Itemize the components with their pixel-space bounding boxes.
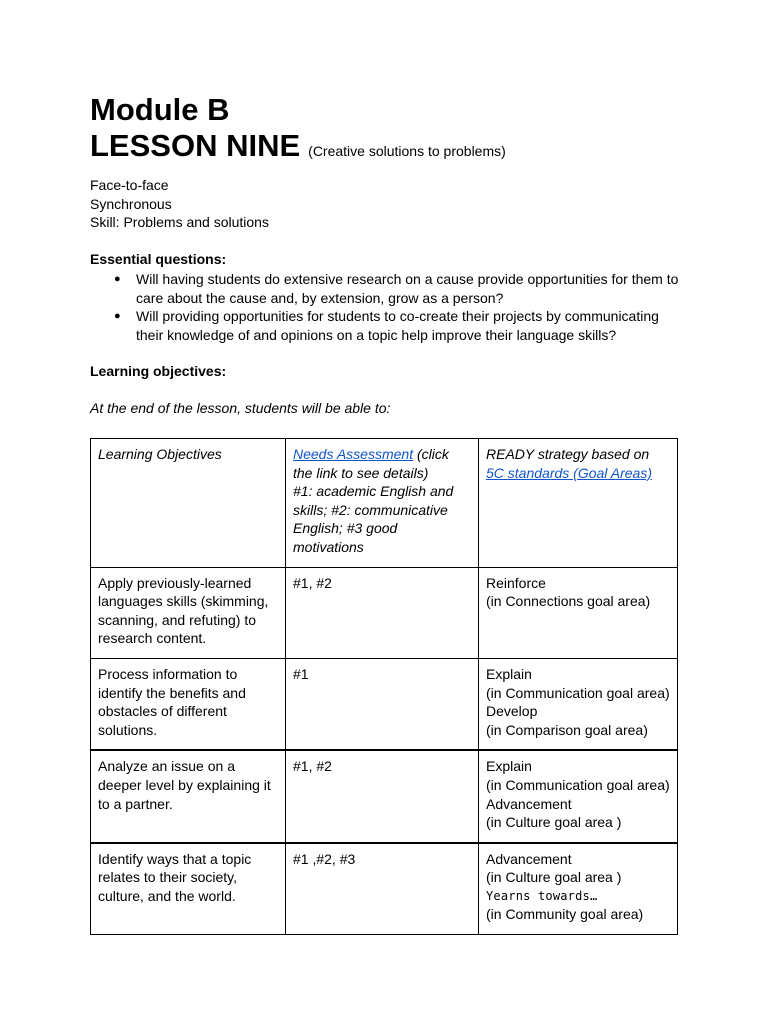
meta-timing: Synchronous	[90, 195, 172, 212]
strategy-line: Develop	[486, 703, 538, 720]
objective-cell: Process information to identify the benefits and obstacles of different solutions.	[91, 658, 286, 750]
table-header-row	[91, 439, 678, 568]
strategy-line: Reinforce	[486, 574, 546, 591]
objective-cell: Identify ways that a topic relates to their society, culture, and the world.	[91, 843, 286, 935]
strategy-line: Advancement	[486, 795, 572, 812]
table-row	[91, 567, 678, 658]
table-row	[91, 658, 678, 750]
strategy-line: (in Communication goal area)	[486, 684, 670, 701]
strategy-cell	[479, 750, 678, 842]
strategy-line: (in Connections goal area)	[486, 593, 651, 610]
strategy-line: Explain	[486, 758, 532, 775]
header-cell-strategy	[479, 439, 678, 568]
strategy-cell	[479, 658, 678, 750]
objectives-table	[90, 438, 678, 935]
strategy-line: (in Comparison goal area)	[486, 721, 648, 738]
needs-cell: #1	[286, 658, 479, 750]
question-text: Will providing opportunities for students to co-create their projects by communicating their knowledge of and opinions on a topic help improve their language skills?	[136, 308, 659, 343]
objective-cell: Apply previously-learned languages skills (skimming, scanning, and refuting) to research content.	[91, 567, 286, 658]
needs-header-note: (click the link to see details)	[293, 446, 449, 481]
5c-standards-link[interactable]: 5C standards (Goal Areas)	[486, 464, 652, 481]
strategy-cell	[479, 843, 678, 935]
strategy-line: (in Community goal area)	[486, 906, 644, 923]
header-cell-objectives	[91, 439, 286, 568]
table-row	[91, 750, 678, 842]
strategy-header-text: READY strategy based on	[486, 446, 650, 462]
lesson-subtitle: (Creative solutions to problems)	[308, 143, 506, 159]
needs-header-legend: #1: academic English and skills; #2: communicative English; #3 good motivations	[293, 483, 454, 555]
strategy-line: (in Culture goal area )	[486, 869, 622, 886]
essential-questions-list	[90, 270, 690, 344]
strategy-line: Explain	[486, 665, 532, 682]
question-text: Will having students do extensive research on a cause provide opportunities for them to care about the cause and, by extension, grow as a person?	[136, 271, 679, 306]
strategy-line: Advancement	[486, 850, 572, 867]
needs-cell: #1, #2	[286, 567, 479, 658]
objective-cell: Analyze an issue on a deeper level by explaining it to a partner.	[91, 750, 286, 842]
strategy-line: (in Culture goal area )	[486, 814, 622, 831]
meta-mode: Face-to-face	[90, 177, 169, 193]
lesson-title-line	[90, 128, 690, 164]
meta-skill: Skill: Problems and solutions	[90, 214, 269, 230]
list-item	[90, 307, 690, 344]
strategy-cell	[479, 567, 678, 658]
lesson-meta	[90, 176, 690, 232]
needs-cell: #1, #2	[286, 750, 479, 842]
strategy-line: Yearns towards…	[486, 888, 598, 903]
needs-cell: #1 ,#2, #3	[286, 843, 479, 935]
essential-questions-heading: Essential questions:	[90, 250, 227, 267]
learning-objectives-heading: Learning objectives:	[90, 363, 227, 379]
bullet-icon: ●	[114, 310, 121, 322]
header-cell-needs	[286, 439, 479, 568]
strategy-line: (in Communication goal area)	[486, 776, 670, 793]
learning-objectives-intro: At the end of the lesson, students will be able to:	[90, 399, 391, 416]
header-objectives-label: Learning Objectives	[98, 446, 222, 462]
needs-assessment-link[interactable]: Needs Assessment	[293, 446, 414, 462]
document-page	[90, 92, 690, 417]
list-item	[90, 270, 690, 307]
bullet-icon: ●	[114, 273, 121, 285]
table-row	[91, 843, 678, 935]
lesson-title: LESSON NINE	[90, 128, 301, 163]
module-title: Module B	[90, 92, 230, 127]
